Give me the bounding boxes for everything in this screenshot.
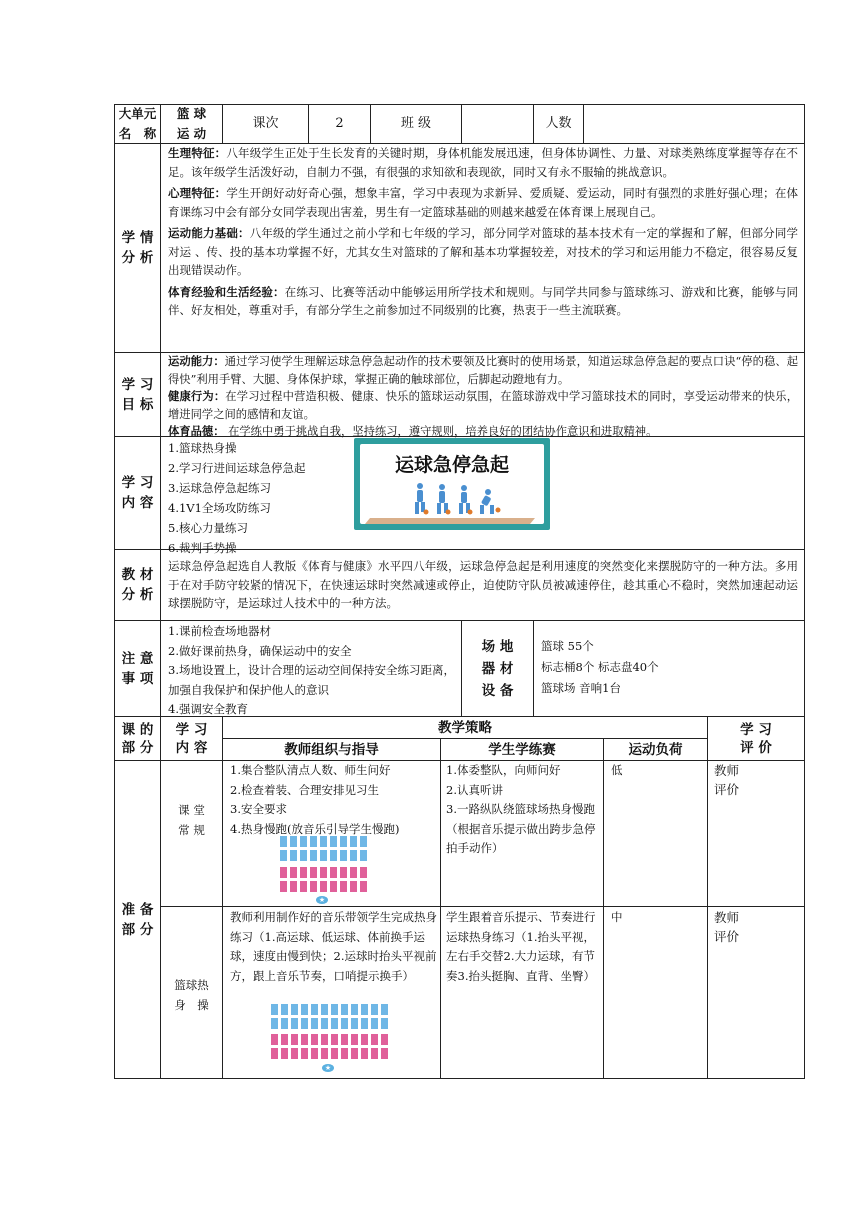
th-eval: 学 习 评 价 (740, 721, 772, 756)
row2-content: 篮球热 身 操 (174, 978, 209, 1012)
goal-health-text: 在学习过程中营造积极、健康、快乐的篮球运动氛围，在篮球游戏中学习篮球技术的同时，享受运动带来的快乐，增进同学之间的感情和友谊。 (168, 390, 798, 421)
class-value (462, 105, 533, 143)
th-teacher: 教师组织与指导 (284, 741, 379, 758)
th-student: 学生学练赛 (488, 741, 556, 758)
row1-teacher (230, 761, 438, 839)
formation-diagram-2 (266, 1004, 396, 1074)
goal-health-title: 健康行为： (168, 390, 226, 403)
ability-title: 运动能力基础： (168, 226, 250, 240)
content-item: 2.学习行进间运球急停急起 (168, 461, 306, 475)
row1-content: 课 堂 常 规 (178, 803, 205, 837)
lesson-label: 课次 (252, 116, 279, 131)
physio-text: 八年级学生正处于生长发育的关键时期，身体机能发展迅速，但身体协调性、力量、对球类熟练度掌握等存在不足。该年级学生活泼好动，自制力不强，有很强的求知欲和表现欲，同时又有永不服输的挑战意识。 (168, 146, 799, 179)
row1-eval: 教师 评价 (714, 763, 740, 797)
psych-title: 心理特征： (168, 186, 227, 200)
goals-label: 学 习 目 标 (121, 376, 154, 413)
th-part: 课 的 部 分 (121, 721, 154, 756)
row1-teacher-item: 1.集合整队清点人数、师生问好 (230, 763, 391, 777)
prep-part-label: 准 备 部 分 (121, 901, 154, 938)
physio-title: 生理特征： (168, 146, 227, 160)
content-item: 6.裁判手势操 (168, 541, 237, 555)
note-item: 2.做好课前热身，确保运动中的安全 (168, 643, 352, 658)
ability-text: 八年级的学生通过之前小学和七年级的学习，部分同学对篮球的基本技术有一定的掌握和了解，但部分同学对运 、传、投的基本功掌握不好，尤其女生对篮球的了解和基本功掌握较差，对技术的学习和运用能力不稳定，很容易反复出现错误动作。 (168, 226, 799, 277)
count-label: 人数 (545, 116, 572, 131)
dribbling-players-illustration (360, 478, 544, 524)
material-label: 教 材 分 析 (121, 567, 154, 603)
formation-diagram-1 (258, 836, 388, 904)
experience-text: 在练习、比赛等活动中能够运用所学技术和规则。与同学共同参与篮球练习、游戏和比赛，能够与同伴、好友相处，尊重对手，有部分学生之前参加过不同级别的比赛，热衷于一些主流联赛。 (168, 284, 798, 317)
th-load: 运动负荷 (628, 741, 683, 758)
goal-morality-title: 体育品德： (168, 425, 225, 438)
goals-text (168, 353, 798, 441)
venue-label: 场 地 器 材 设 备 (481, 638, 514, 699)
content-label: 学 习 内 容 (121, 475, 154, 511)
goal-morality-text: 在学练中勇于挑战自我，坚持练习，遵守规则，培养良好的团结协作意识和进取精神。 (224, 425, 658, 438)
banner-title: 运球急停急起 (394, 454, 509, 476)
analysis-label: 学 情 分 析 (121, 230, 154, 266)
goal-ability-title: 运动能力： (168, 355, 225, 368)
venue-list (541, 636, 801, 699)
venue-item: 标志桶8个 标志盘40个 (541, 660, 659, 674)
venue-item: 篮球 55个 (541, 639, 594, 653)
row2-load: 中 (611, 910, 623, 924)
note-item: 4.强调安全教育 (168, 702, 248, 716)
note-item: 3.场地设置上，设计合理的运动空间保持安全练习距离，加强自我保护和保护他人的意识 (168, 663, 455, 697)
row1-student: 1.体委整队，向师问好 2.认真听讲 3.一路纵队绕篮球场热身慢跑（根据音乐提示做出跨步急停拍手动作） (446, 763, 596, 855)
content-item: 1.篮球热身操 (168, 441, 237, 455)
venue-item: 篮球场 音响1台 (541, 681, 621, 695)
count-value (584, 105, 804, 143)
content-list (168, 438, 353, 558)
content-item: 5.核心力量练习 (168, 521, 248, 535)
teacher-icon: ★ (316, 896, 328, 904)
th-content: 学 习 内 容 (175, 721, 208, 756)
row1-teacher-item: 3.安全要求 (230, 802, 287, 816)
experience-title: 体育经验和生活经验： (168, 284, 285, 299)
lesson-value: 2 (335, 116, 344, 131)
note-item: 1.课前检查场地器材 (168, 624, 271, 638)
skill-banner (354, 438, 550, 530)
analysis-text (168, 144, 798, 320)
teacher-icon: ★ (322, 1064, 334, 1072)
goal-ability-text: 通过学习使学生理解运球急停急起动作的技术要领及比赛时的使用场景，知道运球急停急起的要点口诀“停的稳、起得快”利用手臂、大腿、身体保护球，掌握正确的触球部位，后脚起动蹬地有力。 (168, 355, 798, 386)
content-item: 3.运球急停急起练习 (168, 481, 271, 495)
row1-teacher-item: 4.热身慢跑(放音乐引导学生慢跑) (230, 821, 400, 836)
row2-eval: 教师 评价 (714, 910, 740, 944)
unit-name-label: 大单元 名 称 (118, 106, 157, 141)
psych-text: 学生开朗好动好奇心强，想象丰富，学习中表现为求新异、爱质疑、爱运动，同时有强烈的求胜好强心理；在体育课练习中会有部分女同学表现出害羞，男生有一定篮球基础的则越来越爱在体育课上展现自己。 (168, 186, 799, 219)
row1-load: 低 (611, 763, 623, 777)
row2-teacher: 教师利用制作好的音乐带领学生完成热身练习（1.高运球、低运球、体前换手运球，速度由慢到快；2.运球时抬头平视前方，跟上音乐节奏，口哨提示换手） (230, 910, 437, 983)
row1-teacher-item: 2.检查着装、合理安排见习生 (230, 782, 379, 797)
content-item: 4.1V1全场攻防练习 (168, 501, 271, 515)
row2-student: 学生跟着音乐提示、节奏进行运球热身练习（1.抬头平视，左右手交替2.大力运球，有节奏3.抬头挺胸、直背、坐臀） (446, 910, 596, 983)
class-label: 班 级 (400, 116, 432, 131)
material-text: 运球急停急起选自人教版《体育与健康》水平四八年级，运球急停急起是利用速度的突然变化来摆脱防守的一种方法。多用于在对手防守较紧的情况下，在快速运球时突然减速或停止，迫使防守队员被减速停住，趁其重心不稳时，突然加速起动运球摆脱防守，是运球过人技术中的一种方法。 (168, 559, 798, 610)
unit-name-value: 篮 球 运 动 (176, 106, 207, 141)
notes-list (168, 622, 458, 720)
th-strategy: 教学策略 (438, 719, 492, 736)
notes-label: 注 意 事 项 (121, 650, 154, 687)
